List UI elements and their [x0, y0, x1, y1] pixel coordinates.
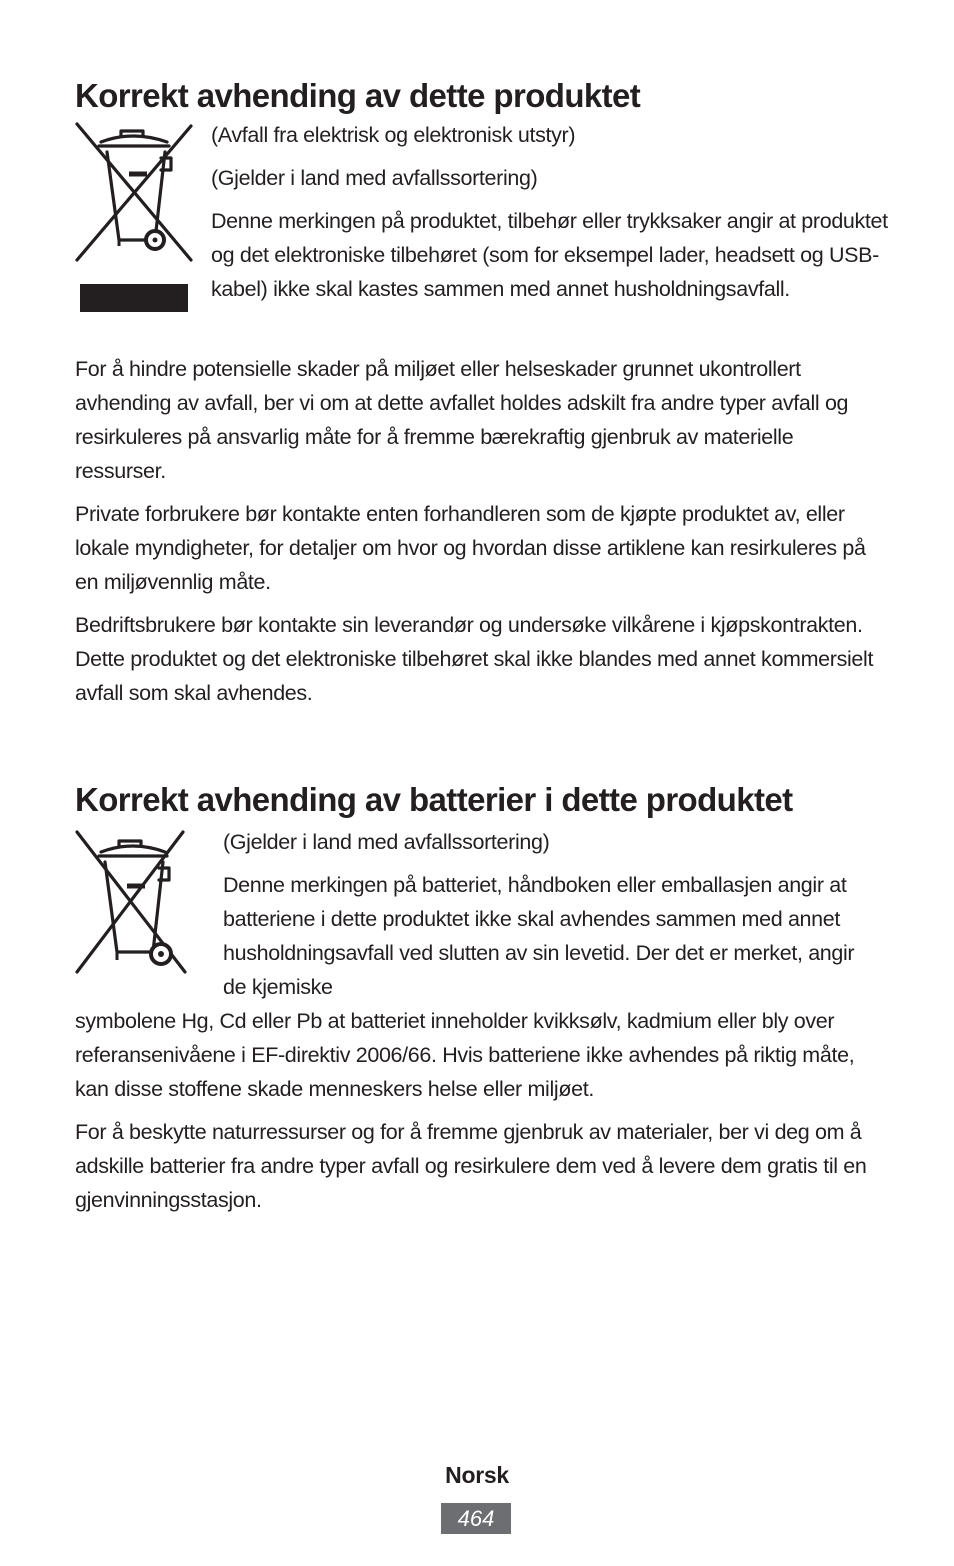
paragraph: symbolene Hg, Cd eller Pb at batteriet inneholder kvikksølv, kadmium eller bly over referansenivåene i EF-direktiv 2006/66. Hvis batteriene ikke avhendes på riktig måte, kan disse stoffene skade menneskers helse eller miljøet.	[75, 1009, 855, 1101]
paragraph: (Gjelder i land med avfallssortering)	[223, 830, 550, 854]
page-number-badge: 464	[441, 1503, 511, 1534]
paragraph: Private forbrukere bør kontakte enten forhandleren som de kjøpte produktet av, eller lokale myndigheter, for detaljer om hvor og hvordan disse artiklene kan resirkuleres på en miljøvennlig måte.	[75, 502, 866, 594]
paragraph: (Avfall fra elektrisk og elektronisk utstyr)	[211, 123, 576, 147]
section-title-product-disposal: Korrekt avhending av dette produktet	[75, 77, 641, 114]
section2-body	[75, 1004, 885, 1226]
crossed-out-wheelie-bin-icon	[75, 828, 187, 976]
section2-intro	[223, 825, 883, 1013]
paragraph: Denne merkingen på batteriet, håndboken eller emballasjen angir at batteriene i dette produktet ikke skal avhendes sammen med annet husholdningsavfall ved slutten av sin levetid. Der det er merket, angir de kjemiske	[223, 873, 855, 999]
footer-language-label: Norsk	[445, 1462, 509, 1488]
section1-intro	[211, 118, 891, 315]
paragraph: For å hindre potensielle skader på miljøet eller helseskader grunnet ukontrollert avhending av avfall, ber vi om at dette avfallet holdes adskilt fra andre typer avfall og resirkuleres på ansvarlig måte for å fremme bærekraftig gjenbruk av materielle ressurser.	[75, 357, 849, 483]
paragraph: Bedriftsbrukere bør kontakte sin leverandør og undersøke vilkårene i kjøpskontrakten. Dette produktet og det elektroniske tilbehøret skal ikke blandes med annet kommersielt avfall som skal avhendes.	[75, 613, 874, 705]
paragraph: For å beskytte naturressurser og for å fremme gjenbruk av materialer, ber vi deg om å adskille batterier fra andre typer avfall og resirkulere dem ved å levere dem gratis til en gjenvinningsstasjon.	[75, 1120, 867, 1212]
separate-collection-bar	[80, 284, 188, 312]
crossed-out-wheelie-bin-icon	[75, 122, 193, 264]
paragraph: (Gjelder i land med avfallssortering)	[211, 166, 538, 190]
section1-body	[75, 352, 885, 719]
section-title-battery-disposal: Korrekt avhending av batterier i dette produktet	[75, 781, 793, 818]
paragraph: Denne merkingen på produktet, tilbehør eller trykksaker angir at produktet og det elektroniske tilbehøret (som for eksempel lader, headsett og USB-kabel) ikke skal kastes sammen med annet husholdningsavfall.	[211, 209, 888, 301]
